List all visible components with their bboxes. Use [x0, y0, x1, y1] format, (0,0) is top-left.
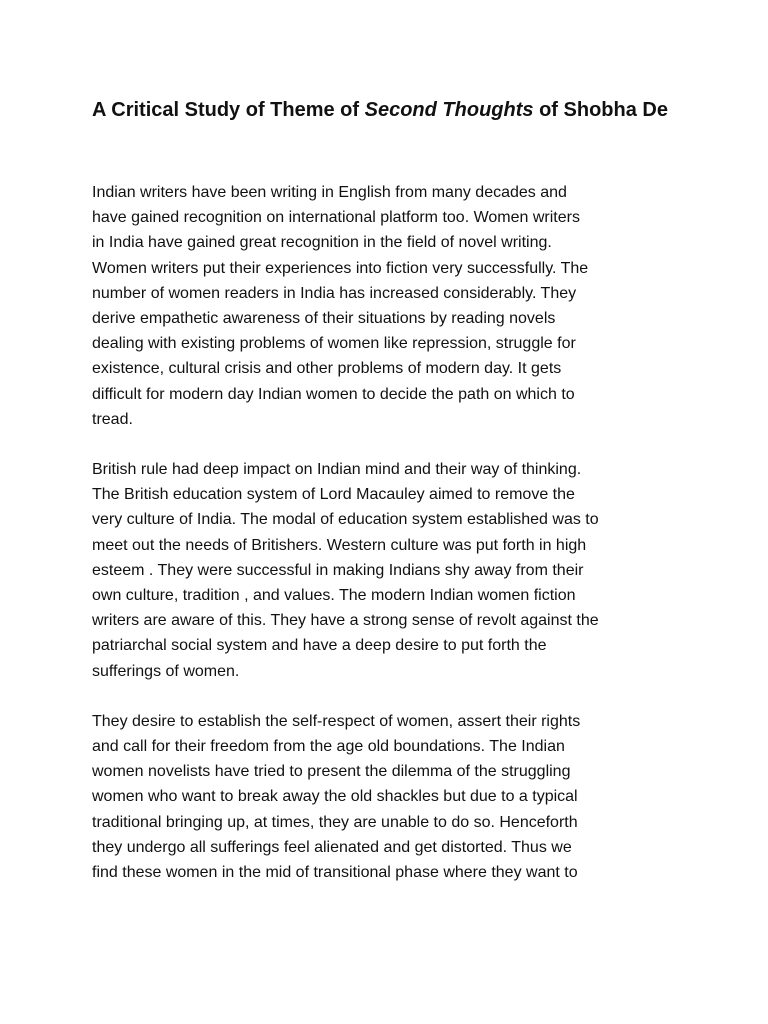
paragraph-line: they undergo all sufferings feel alienated and get distorted. Thus we [92, 838, 572, 856]
paragraph-line: derive empathetic awareness of their situations by reading novels [92, 310, 556, 328]
paragraph-line: women who want to break away the old shackles but due to a typical [92, 788, 578, 806]
paragraph-line: sufferings of women. [92, 662, 240, 680]
paragraph-line: tread. [92, 410, 133, 428]
paragraph-line: find these women in the mid of transitional phase where they want to [92, 864, 578, 882]
paragraph-line: They desire to establish the self-respect of women, assert their rights [92, 712, 581, 730]
paragraph-line: difficult for modern day Indian women to decide the path on which to [92, 385, 575, 403]
document-body [92, 180, 692, 885]
paragraph-line: in India have gained great recognition in the field of novel writing. [92, 234, 552, 252]
paragraph-line: Indian writers have been writing in English from many decades and [92, 184, 567, 201]
paragraph-line: have gained recognition on international platform too. Women writers [92, 209, 580, 227]
title-suffix: of Shobha De [533, 99, 668, 121]
paragraph-line: traditional bringing up, at times, they are unable to do so. Henceforth [92, 813, 578, 831]
paragraph-line: Women writers put their experiences into fiction very successfully. The [92, 259, 589, 277]
paragraph-line: writers are aware of this. They have a strong sense of revolt against the [92, 612, 599, 630]
paragraph-line: dealing with existing problems of women like repression, struggle for [92, 335, 576, 353]
paragraph-line: The British education system of Lord Macauley aimed to remove the [92, 486, 575, 504]
paragraph-line: patriarchal social system and have a deep desire to put forth the [92, 637, 547, 655]
title-prefix: A Critical Study of Theme of [92, 99, 365, 121]
paragraph-line: and call for their freedom from the age old boundations. The Indian [92, 738, 565, 756]
paragraph-line: British rule had deep impact on Indian mind and their way of thinking. [92, 461, 582, 479]
paragraph-line: existence, cultural crisis and other problems of modern day. It gets [92, 360, 562, 378]
document-title [92, 94, 692, 126]
title-italic-book-name: Second Thoughts [364, 99, 534, 121]
paragraph-line: meet out the needs of Britishers. Western culture was put forth in high [92, 536, 587, 554]
body-paragraph [92, 709, 692, 885]
paragraph-line: own culture, tradition , and values. The modern Indian women fiction [92, 587, 576, 605]
paragraph-line: number of women readers in India has increased considerably. They [92, 284, 577, 302]
body-paragraph [92, 457, 692, 684]
body-paragraph [92, 180, 692, 432]
paragraph-line: very culture of India. The modal of education system established was to [92, 511, 599, 529]
paragraph-line: esteem . They were successful in making Indians shy away from their [92, 561, 584, 579]
paragraph-line: women novelists have tried to present the dilemma of the struggling [92, 763, 571, 781]
document-page [92, 94, 692, 910]
